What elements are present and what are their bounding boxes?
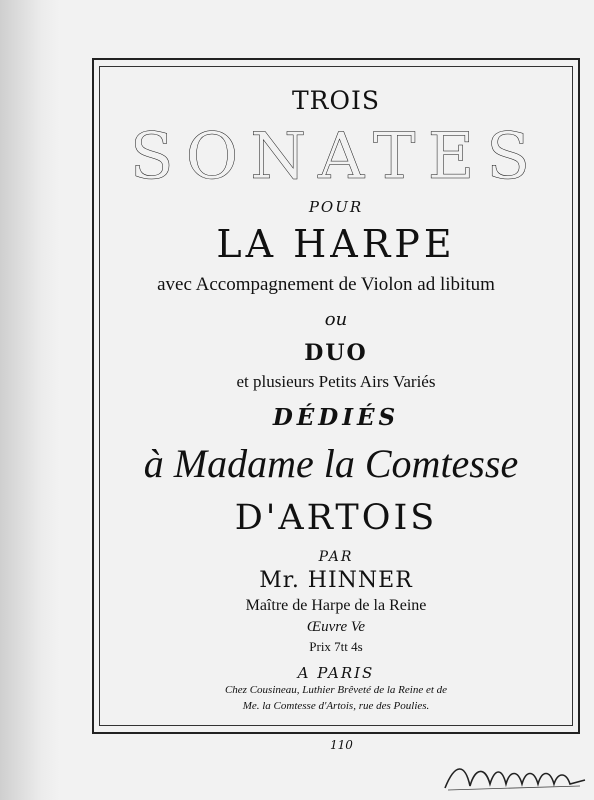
subtitle-ou: ou [324,309,348,330]
title-page [99,66,573,726]
title-pour: POUR [308,198,364,216]
author-par: PAR [318,549,354,565]
subtitle-airs-varies: et plusieurs Petits Airs Variés [236,372,436,391]
dedicatee-name: à Madame la Comtesse [143,441,519,486]
publisher-address-line1: Chez Cousineau, Luthier Brêveté de la Reine et de [224,684,448,696]
plate-number: 110 [330,738,353,752]
title-sonates: SONATES [129,120,543,194]
subtitle-accompagnement: avec Accompagnement de Violon ad libitum [157,274,495,295]
handwritten-signature [440,758,590,798]
binding-shadow [0,0,60,800]
title-trois: TROIS [292,86,380,115]
title-la-harpe: LA HARPE [216,222,456,266]
dedication-label: DÉDIÉS [272,404,400,431]
dedicatee-title: D'ARTOIS [234,498,438,538]
author-role: Maître de Harpe de la Reine [245,597,427,614]
publisher-address-line2: Me. la Comtesse d'Artois, rue des Poulies. [242,700,430,712]
publisher-city: A PARIS [297,664,375,682]
subtitle-duo: DUO [304,340,368,366]
author-name: Mr. HINNER [259,568,413,593]
opus-number: Œuvre Ve [306,619,366,635]
price: Prix 7tt 4s [309,639,363,654]
